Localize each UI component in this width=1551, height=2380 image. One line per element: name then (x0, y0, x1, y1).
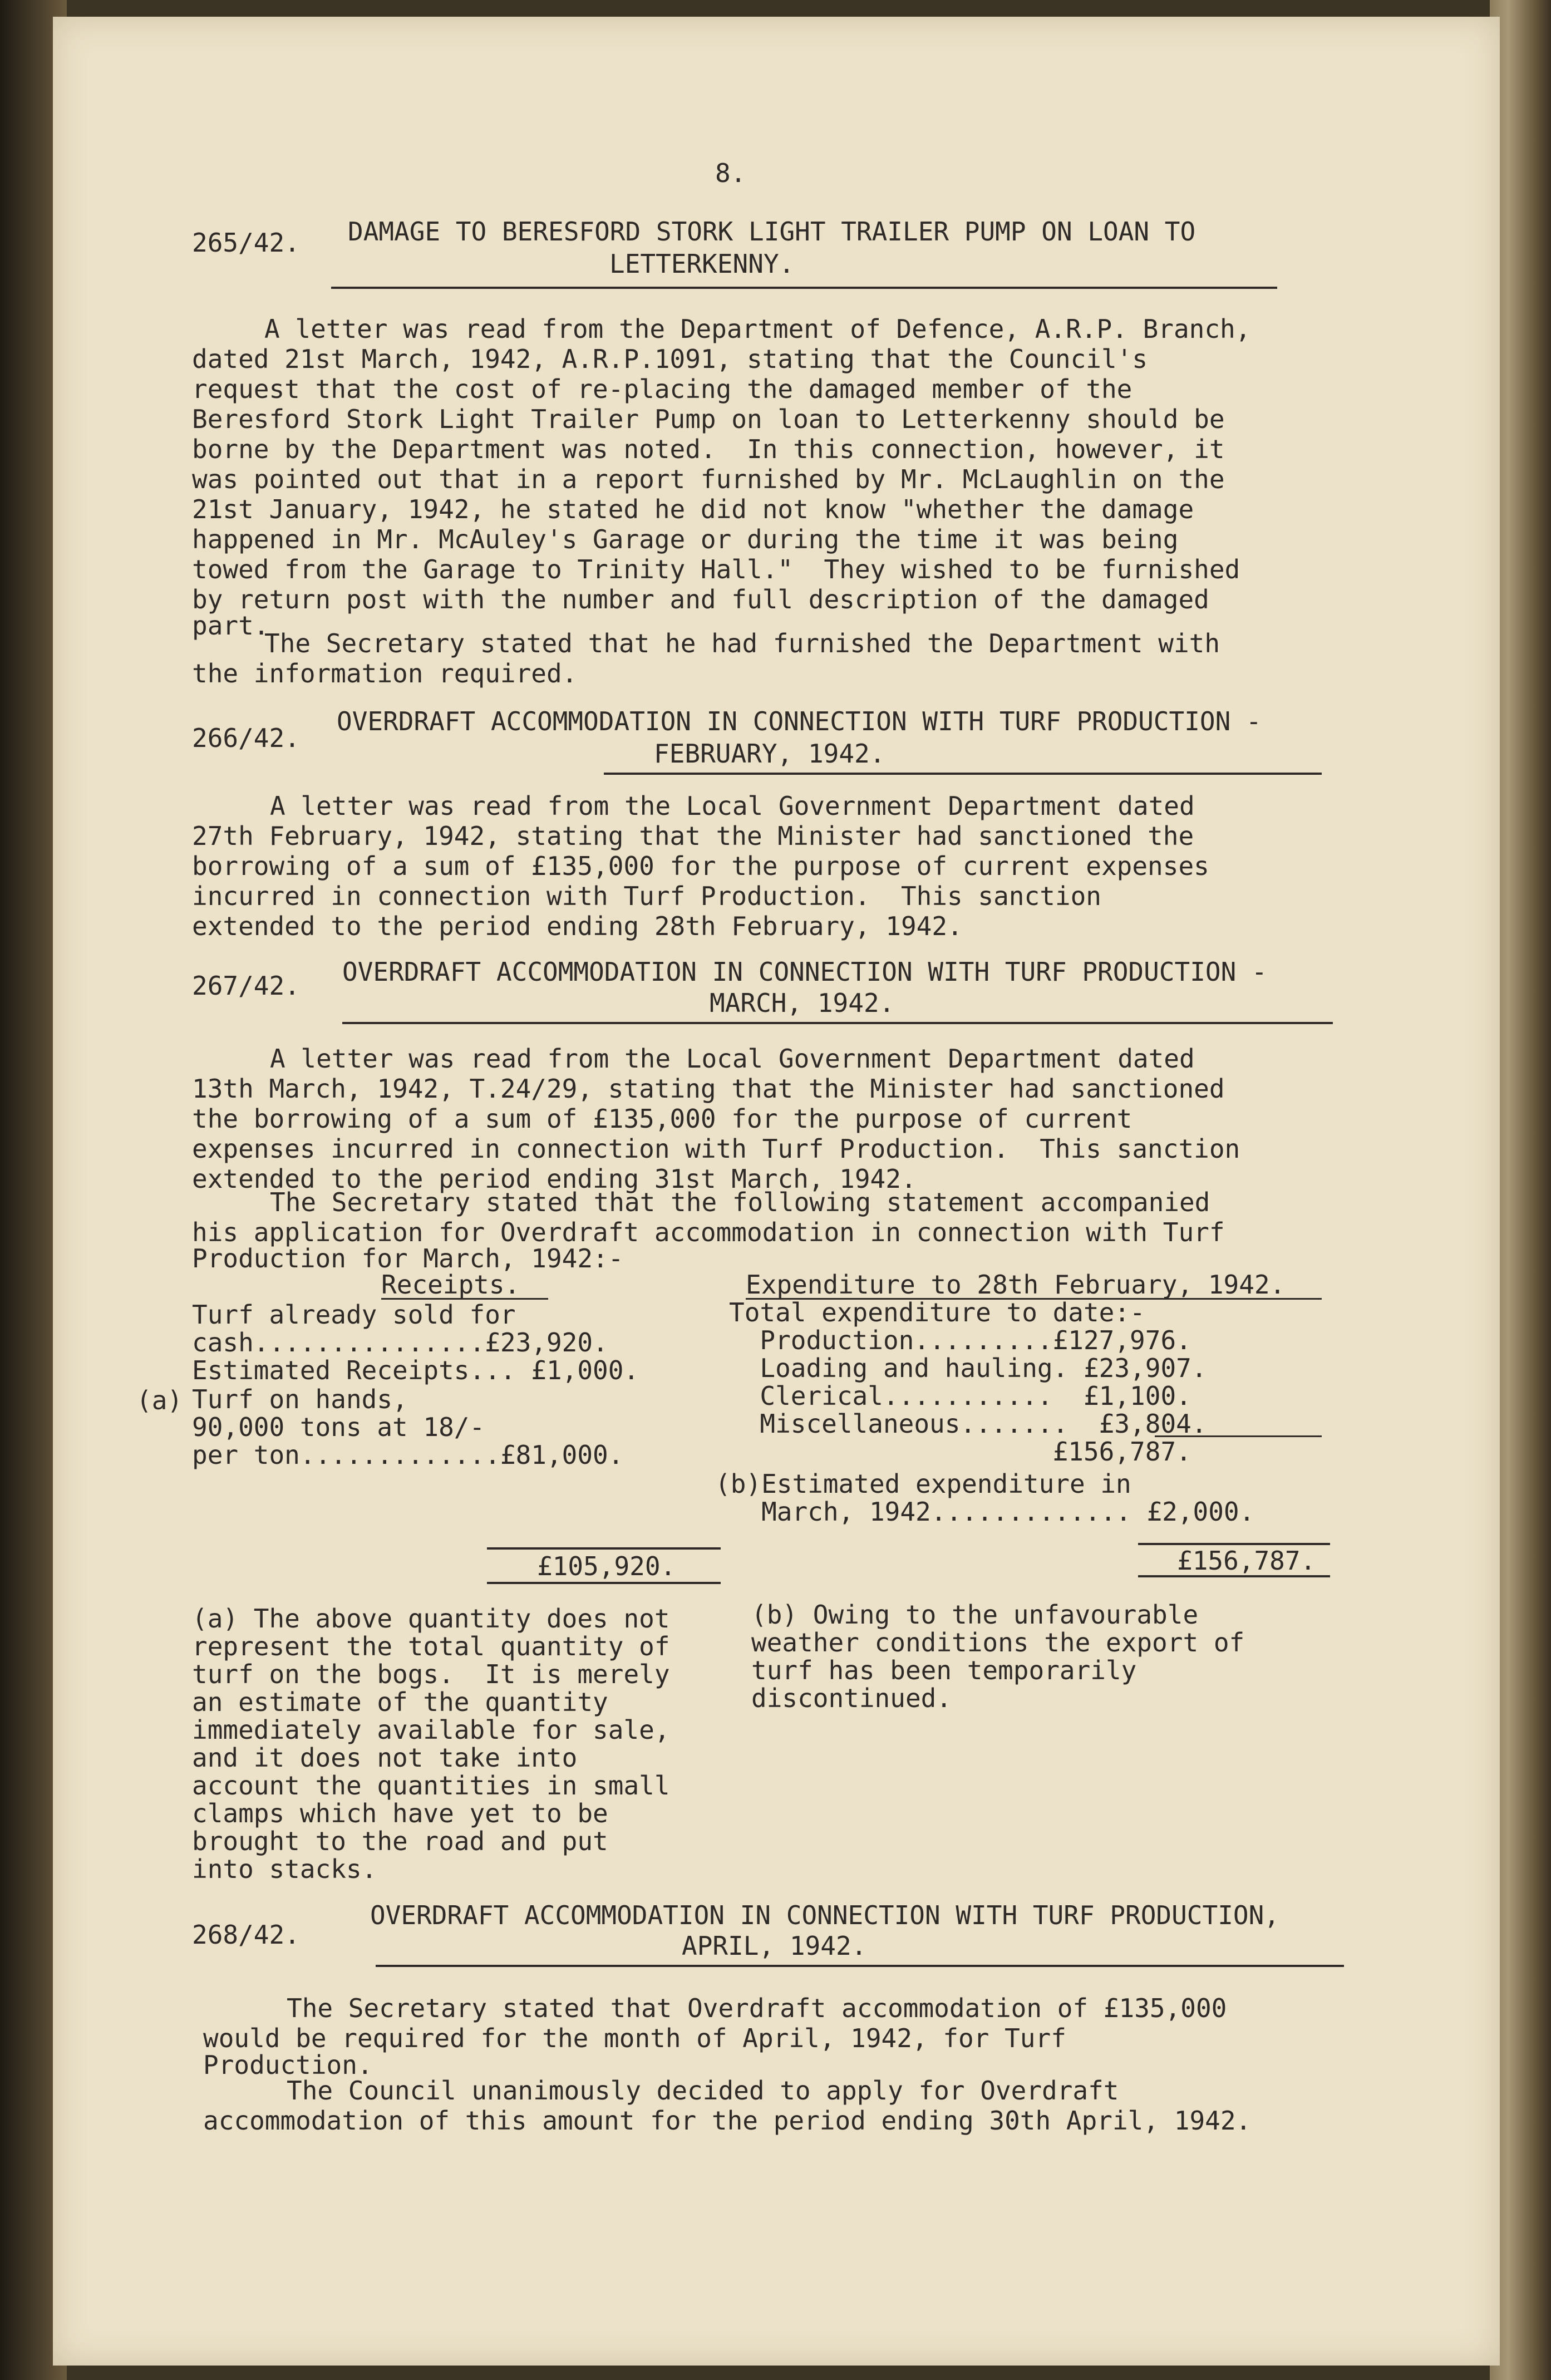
paragraph-line: 27th February, 1942, stating that the Minister had sanctioned the (192, 821, 1194, 851)
expenditure-line: Production.........£127,976. (729, 1325, 1191, 1355)
expenditure-line: Clerical........... £1,100. (729, 1381, 1191, 1411)
expenditure-total-rule-top (1138, 1543, 1330, 1545)
paragraph-line: the borrowing of a sum of £135,000 for the purpose of current (192, 1104, 1133, 1134)
paragraph-line: was pointed out that in a report furnished by Mr. McLaughlin on the (192, 464, 1225, 494)
expenditure-estimate: March, 1942............. £2,000. (715, 1497, 1255, 1527)
footnote-line: (a) The above quantity does not (192, 1604, 670, 1634)
paragraph-line: incurred in connection with Turf Production. This sanction (192, 881, 1101, 911)
paragraph-line: A letter was read from the Department of Defence, A.R.P. Branch, (264, 314, 1251, 344)
footnote-line: turf on the bogs. It is merely (192, 1659, 670, 1689)
expenditure-line: Loading and hauling. £23,907. (729, 1353, 1207, 1383)
minute-number-266: 266/42. (192, 723, 300, 753)
footnote-line: represent the total quantity of (192, 1631, 670, 1661)
footnote-line: an estimate of the quantity (192, 1687, 608, 1717)
paragraph-line: Beresford Stork Light Trailer Pump on loan to Letterkenny should be (192, 404, 1225, 434)
underline-267 (342, 1022, 1333, 1024)
minute-number-265: 265/42. (192, 228, 300, 258)
paragraph-line: the information required. (192, 658, 578, 689)
receipts-total: £105,920. (537, 1551, 676, 1581)
receipts-line: 90,000 tons at 18/- (192, 1412, 485, 1442)
paragraph-line: expenses incurred in connection with Turf Production. This sanction (192, 1134, 1240, 1164)
paragraph-line: The Secretary stated that he had furnished the Department with (264, 628, 1220, 658)
receipts-line: Turf already sold for (192, 1300, 516, 1330)
minute-267-title-cont: MARCH, 1942. (710, 988, 895, 1018)
paragraph-line: his application for Overdraft accommodation in connection with Turf (192, 1217, 1225, 1247)
underline-265 (331, 287, 1277, 289)
minute-266-title: OVERDRAFT ACCOMMODATION IN CONNECTION WITH TURF PRODUCTION - (337, 706, 1262, 736)
paragraph-line: A letter was read from the Local Government Department dated (270, 791, 1195, 821)
footnote-line: immediately available for sale, (192, 1715, 670, 1745)
expenditure-line: Miscellaneous....... £3,804. (729, 1409, 1207, 1439)
receipts-line: per ton.............£81,000. (192, 1440, 624, 1470)
receipts-total-rule-bottom (487, 1582, 721, 1584)
paragraph-line: borrowing of a sum of £135,000 for the purpose of current expenses (192, 851, 1209, 881)
minute-265-title: DAMAGE TO BERESFORD STORK LIGHT TRAILER PUMP ON LOAN TO (348, 217, 1196, 247)
paragraph-line: The Secretary stated that the following statement accompanied (270, 1187, 1210, 1217)
footnote-line: turf has been temporarily (751, 1655, 1137, 1685)
receipts-note-marker: (a) (136, 1385, 183, 1415)
paragraph-line: 13th March, 1942, T.24/29, stating that the Minister had sanctioned (192, 1074, 1225, 1104)
paragraph-line: by return post with the number and full description of the damaged (192, 584, 1209, 614)
minute-268-title-cont: APRIL, 1942. (682, 1931, 867, 1961)
page-number: 8. (715, 158, 746, 188)
receipts-heading: Receipts. (381, 1270, 520, 1300)
footnote-line: clamps which have yet to be (192, 1798, 608, 1828)
paragraph-line: part. (192, 611, 269, 641)
underline-268 (376, 1965, 1344, 1967)
expenditure-total: £156,787. (1177, 1546, 1316, 1576)
expenditure-total-rule-bottom (1138, 1575, 1330, 1577)
minute-268-title: OVERDRAFT ACCOMMODATION IN CONNECTION WITH TURF PRODUCTION, (370, 1900, 1279, 1930)
expenditure-estimate: (b)Estimated expenditure in (715, 1469, 1131, 1499)
paragraph-line: request that the cost of re-placing the damaged member of the (192, 374, 1133, 404)
footnote-line: and it does not take into (192, 1743, 578, 1773)
paragraph-line: happened in Mr. McAuley's Garage or during the time it was being (192, 524, 1179, 554)
footnote-line: into stacks. (192, 1854, 377, 1884)
underline-266 (604, 773, 1322, 775)
receipts-line: Turf on hands, (192, 1384, 408, 1414)
minute-265-title-cont: LETTERKENNY. (609, 249, 795, 279)
paragraph-line: accommodation of this amount for the period ending 30th April, 1942. (203, 2106, 1252, 2136)
paragraph-line: Production. (203, 2050, 373, 2080)
paragraph-line: A letter was read from the Local Government Department dated (270, 1044, 1195, 1074)
minute-267-title: OVERDRAFT ACCOMMODATION IN CONNECTION WITH TURF PRODUCTION - (342, 957, 1267, 987)
receipts-line: cash...............£23,920. (192, 1327, 608, 1358)
expenditure-line: Total expenditure to date:- (729, 1297, 1145, 1327)
expenditure-heading: Expenditure to 28th February, 1942. (746, 1270, 1286, 1300)
footnote-line: discontinued. (751, 1683, 952, 1713)
paragraph-line: The Secretary stated that Overdraft accommodation of £135,000 (287, 1993, 1227, 2023)
minute-number-268: 268/42. (192, 1920, 300, 1950)
paragraph-line: extended to the period ending 31st March, 1942. (192, 1164, 917, 1194)
paragraph-line: The Council unanimously decided to apply for Overdraft (287, 2076, 1119, 2106)
paragraph-line: Production for March, 1942:- (192, 1243, 624, 1273)
footnote-line: weather conditions the export of (751, 1627, 1245, 1658)
footnote-line: account the quantities in small (192, 1771, 670, 1801)
minute-266-title-cont: FEBRUARY, 1942. (654, 739, 885, 769)
document-page (53, 17, 1500, 2366)
paragraph-line: towed from the Garage to Trinity Hall." They wished to be furnished (192, 554, 1240, 584)
minute-number-267: 267/42. (192, 971, 300, 1001)
paragraph-line: 21st January, 1942, he stated he did not know "whether the damage (192, 494, 1194, 524)
paragraph-line: dated 21st March, 1942, A.R.P.1091, stating that the Council's (192, 344, 1148, 374)
paragraph-line: borne by the Department was noted. In this connection, however, it (192, 434, 1225, 464)
footnote-line: (b) Owing to the unfavourable (751, 1600, 1199, 1630)
expenditure-line: £156,787. (729, 1437, 1191, 1467)
paragraph-line: extended to the period ending 28th February, 1942. (192, 911, 963, 941)
receipts-total-rule-top (487, 1547, 721, 1550)
receipts-line: Estimated Receipts... £1,000. (192, 1355, 639, 1385)
paragraph-line: would be required for the month of April, 1942, for Turf (203, 2023, 1066, 2053)
footnote-line: brought to the road and put (192, 1826, 608, 1856)
